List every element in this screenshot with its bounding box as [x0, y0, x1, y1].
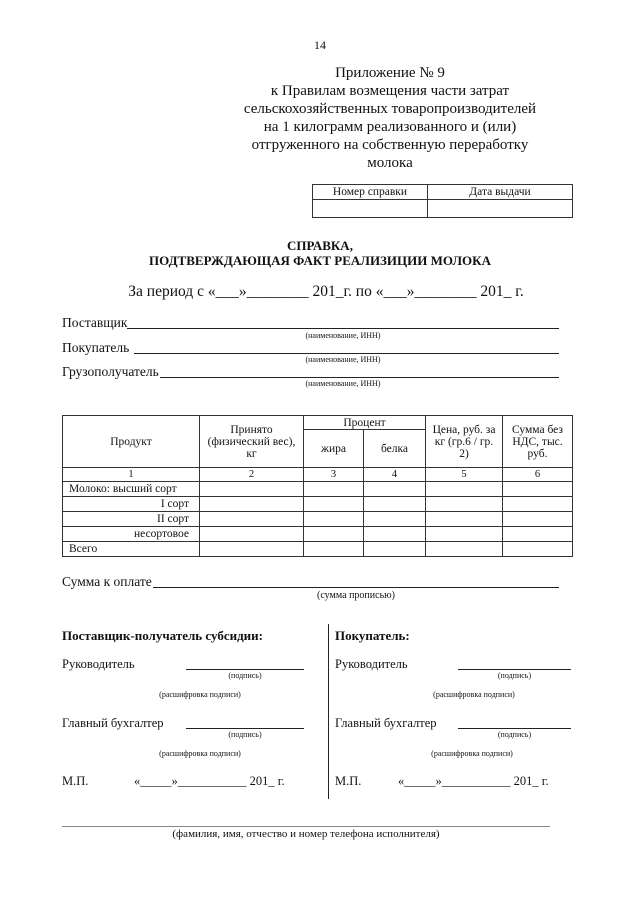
total-label: Всего [63, 542, 200, 557]
supplier-heading: Поставщик-получатель субсидии: [62, 628, 263, 643]
table-row [63, 497, 573, 512]
table-cell[interactable] [503, 527, 573, 542]
row-label: I сорт [63, 497, 200, 512]
row-label: несортовое [63, 527, 200, 542]
appendix-line: сельскохозяйственных товаропроизводителей [243, 101, 537, 117]
table-cell[interactable] [503, 482, 573, 497]
left-stamp-label: М.П. [62, 774, 89, 788]
left-head-label: Руководитель [62, 657, 135, 671]
col-number: 5 [426, 468, 503, 482]
right-head-signature-field[interactable] [458, 669, 571, 670]
table-cell[interactable] [364, 497, 426, 512]
certificate-number-field[interactable] [313, 200, 428, 218]
table-cell[interactable] [426, 542, 503, 557]
certificate-number-date-box [312, 184, 573, 218]
header-price: Цена, руб. за кг (гр.6 / гр. 2) [426, 416, 503, 468]
appendix-line: к Правилам возмещения части затрат [270, 83, 510, 99]
right-head-label: Руководитель [335, 657, 408, 671]
left-accountant-label: Главный бухгалтер [62, 716, 164, 730]
table-cell[interactable] [503, 512, 573, 527]
appendix-header [225, 64, 555, 172]
appendix-line: молока [367, 155, 413, 171]
header-accepted: Принято (физический вес), кг [200, 416, 304, 468]
consignee-field[interactable] [160, 377, 559, 378]
payment-caption: (сумма прописью) [317, 590, 395, 601]
header-percent: Процент [304, 416, 426, 430]
table-cell[interactable] [364, 527, 426, 542]
left-head-signature-caption: (подпись) [228, 671, 262, 680]
right-date-field[interactable]: «_____»___________ 201_ г. [398, 774, 549, 788]
table-cell[interactable] [304, 542, 364, 557]
buyer-field[interactable] [134, 353, 559, 354]
period-line: За период с «___»________ 201_г. по «___»________ 201_ г. [128, 283, 524, 300]
buyer-caption: (наименование, ИНН) [305, 355, 381, 364]
header-sum: Сумма без НДС, тыс. руб. [503, 416, 573, 468]
table-cell[interactable] [426, 512, 503, 527]
payment-amount-field[interactable] [153, 587, 559, 588]
title-line-1: СПРАВКА, [287, 238, 353, 253]
col-number: 2 [200, 468, 304, 482]
consignee-label: Грузополучатель [62, 364, 159, 379]
col-number: 6 [503, 468, 573, 482]
right-head-signature-caption: (подпись) [497, 671, 532, 680]
table-cell[interactable] [200, 497, 304, 512]
table-cell[interactable] [200, 527, 304, 542]
table-cell[interactable] [364, 512, 426, 527]
consignee-caption: (наименование, ИНН) [305, 379, 381, 388]
executor-caption: (фамилия, имя, отчество и номер телефона исполнителя) [172, 828, 440, 840]
table-cell[interactable] [364, 542, 426, 557]
table-cell[interactable] [426, 482, 503, 497]
buyer-label: Покупатель [62, 340, 130, 355]
title-line-2: ПОДТВЕРЖДАЮЩАЯ ФАКТ РЕАЛИЗИЦИИ МОЛОКА [149, 253, 491, 268]
row-label: Молоко: высший сорт [63, 482, 200, 497]
table-cell[interactable] [503, 542, 573, 557]
issue-date-label: Дата выдачи [428, 185, 573, 200]
left-accountant-decoding-caption: (расшифровка подписи) [159, 749, 241, 758]
table-cell[interactable] [200, 512, 304, 527]
appendix-line: на 1 килограмм реализованного и (или) [263, 119, 517, 135]
col-number: 4 [364, 468, 426, 482]
issue-date-field[interactable] [428, 200, 573, 218]
table-cell[interactable] [426, 497, 503, 512]
col-number: 1 [63, 468, 200, 482]
header-fat: жира [304, 430, 364, 468]
buyer-heading: Покупатель: [335, 628, 410, 643]
appendix-line: Приложение № 9 [335, 65, 445, 81]
table-cell[interactable] [304, 482, 364, 497]
header-protein: белка [364, 430, 426, 468]
right-stamp-label: М.П. [335, 774, 362, 788]
supplier-label: Поставщик [62, 315, 128, 330]
table-cell[interactable] [364, 482, 426, 497]
table-cell[interactable] [304, 527, 364, 542]
right-accountant-signature-caption: (подпись) [497, 730, 532, 739]
row-label: II сорт [63, 512, 200, 527]
right-accountant-signature-field[interactable] [458, 728, 571, 729]
right-accountant-decoding-caption: (расшифровка подписи) [431, 749, 513, 758]
table-row [63, 527, 573, 542]
col-number: 3 [304, 468, 364, 482]
right-accountant-label: Главный бухгалтер [335, 716, 437, 730]
left-accountant-signature-caption: (подпись) [228, 730, 262, 739]
right-head-decoding-caption: (расшифровка подписи) [433, 690, 515, 699]
supplier-field[interactable] [127, 328, 559, 329]
payment-label: Сумма к оплате [62, 574, 152, 589]
document-title [0, 238, 640, 268]
certificate-number-label: Номер справки [313, 185, 428, 200]
left-head-decoding-caption: (расшифровка подписи) [159, 690, 241, 699]
table-cell[interactable] [200, 542, 304, 557]
supplier-caption: (наименование, ИНН) [305, 331, 381, 340]
header-product: Продукт [63, 416, 200, 468]
table-cell[interactable] [200, 482, 304, 497]
page-number: 14 [314, 38, 326, 52]
table-cell[interactable] [304, 497, 364, 512]
table-row [63, 512, 573, 527]
table-cell[interactable] [304, 512, 364, 527]
milk-sales-table [62, 415, 573, 557]
table-cell[interactable] [503, 497, 573, 512]
table-cell[interactable] [426, 527, 503, 542]
left-date-field[interactable]: «_____»___________ 201_ г. [134, 774, 285, 788]
executor-field[interactable] [62, 826, 550, 827]
left-accountant-signature-field[interactable] [186, 728, 304, 729]
table-row-total [63, 542, 573, 557]
left-head-signature-field[interactable] [186, 669, 304, 670]
column-divider [328, 624, 329, 799]
appendix-line: отгруженного на собственную переработку [251, 137, 529, 153]
table-row [63, 482, 573, 497]
